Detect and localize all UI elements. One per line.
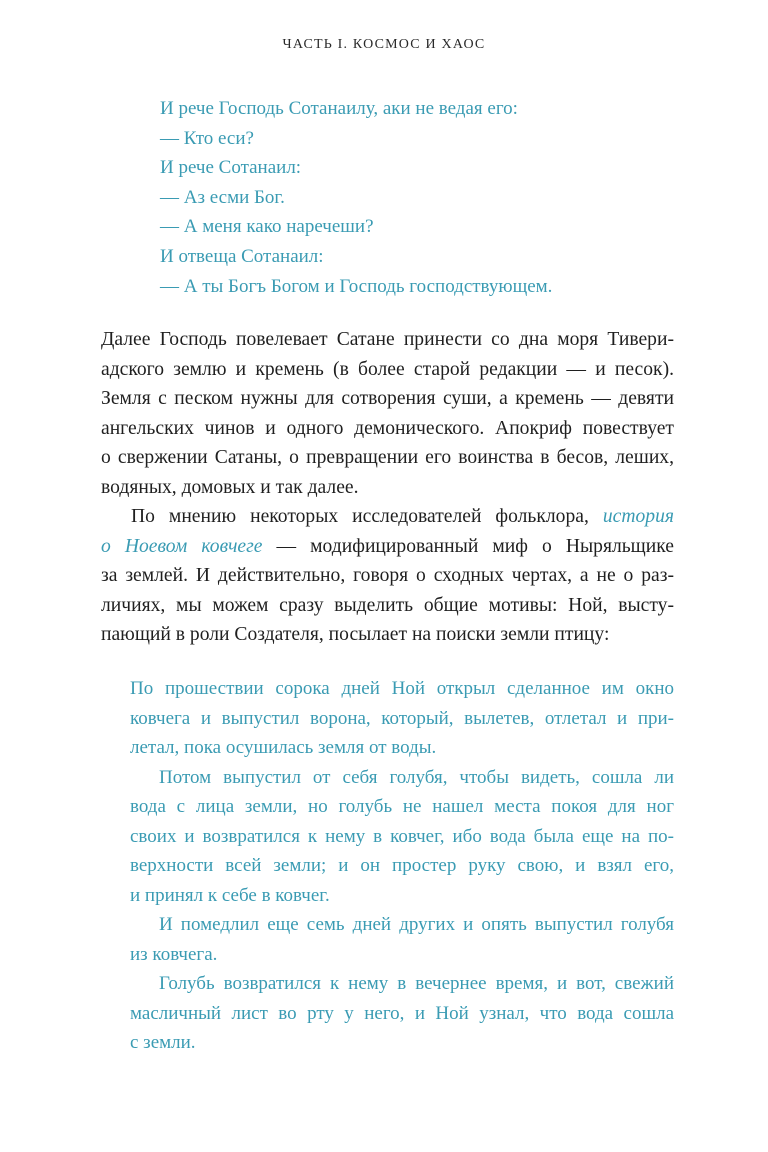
text-line: личиях, мы можем сразу выделить общие мотивы: Ной, высту-	[101, 594, 674, 616]
text-line	[101, 502, 674, 532]
paragraph-2	[101, 502, 674, 650]
block-quote	[130, 674, 674, 1058]
text-line: ковчега и выпустил ворона, который, вылетев, отлетал и при-	[130, 707, 674, 729]
text-segment: По мнению некоторых исследователей фольклора,	[131, 506, 589, 527]
text-line: ангельских чинов и одного демонического. Апокриф повествует	[101, 417, 674, 439]
dialog-line: И отвеща Сотанаил:	[160, 245, 324, 267]
text-line: Потом выпустил от себя голубя, чтобы видеть, сошла ли	[159, 766, 674, 788]
dialog-line: — А меня како наречеши?	[160, 216, 374, 238]
quote-paragraph-2	[130, 763, 674, 911]
quote-paragraph-3	[130, 910, 674, 969]
text-line: верхности всей земли; и он простер руку свою, и взял его,	[130, 855, 674, 876]
dialog-line: — А ты Богъ Богом и Господь господствующем.	[160, 275, 553, 297]
text-line: летал, пока осушилась земля от воды.	[130, 737, 437, 758]
italic-reference-link[interactable]: о Ноевом ковчеге	[101, 535, 263, 557]
text-line: адского землю и кремень (в более старой редакции — и песок).	[101, 358, 674, 380]
text-line: с земли.	[130, 1032, 196, 1053]
text-line: вода с лица земли, но голубь не нашел места покоя для ног	[130, 796, 674, 817]
running-header: ЧАСТЬ I. КОСМОС И ХАОС	[282, 37, 486, 52]
text-line	[101, 532, 674, 562]
dialog-line: И рече Господь Сотанаилу, аки не ведая его:	[160, 98, 518, 119]
text-line: масличный лист во рту у него, и Ной узнал, что вода сошла	[130, 1002, 674, 1024]
text-segment: — модифицированный миф о Ныряльщике	[276, 535, 674, 557]
dialog-line: — Аз есми Бог.	[160, 186, 285, 208]
text-line: пающий в роли Создателя, посылает на поиски земли птицу:	[101, 624, 610, 645]
dialog-line: — Кто еси?	[160, 127, 254, 149]
text-line: По прошествии сорока дней Ной открыл сделанное им окно	[130, 678, 674, 699]
quote-paragraph-1	[130, 674, 674, 763]
text-line: Голубь возвратился к нему в вечернее время, и вот, свежий	[159, 973, 674, 994]
dialog-quote	[160, 94, 680, 301]
text-line: и принял к себе в ковчег.	[130, 884, 330, 906]
text-line: за землей. И действительно, говоря о сходных чертах, а не о раз-	[101, 565, 674, 586]
italic-reference-link[interactable]: история	[602, 506, 674, 527]
body-text	[101, 325, 674, 650]
dialog-line: И рече Сотанаил:	[160, 157, 302, 179]
text-line: из ковчега.	[130, 943, 218, 965]
text-line: Далее Господь повелевает Сатане принести со дна моря Тивери-	[101, 329, 674, 350]
text-line: своих и возвратился к нему в ковчег, ибо вода была еще на по-	[130, 825, 674, 847]
text-line: водяных, домовых и так далее.	[101, 476, 359, 498]
paragraph-1	[101, 325, 674, 502]
text-line: И помедлил еще семь дней других и опять выпустил голубя	[159, 914, 674, 935]
text-line: о свержении Сатаны, о превращении его воинства в бесов, леших,	[101, 447, 674, 468]
text-line: Земля с песком нужны для сотворения суши, а кремень — девяти	[101, 388, 674, 409]
quote-paragraph-4	[130, 969, 674, 1058]
